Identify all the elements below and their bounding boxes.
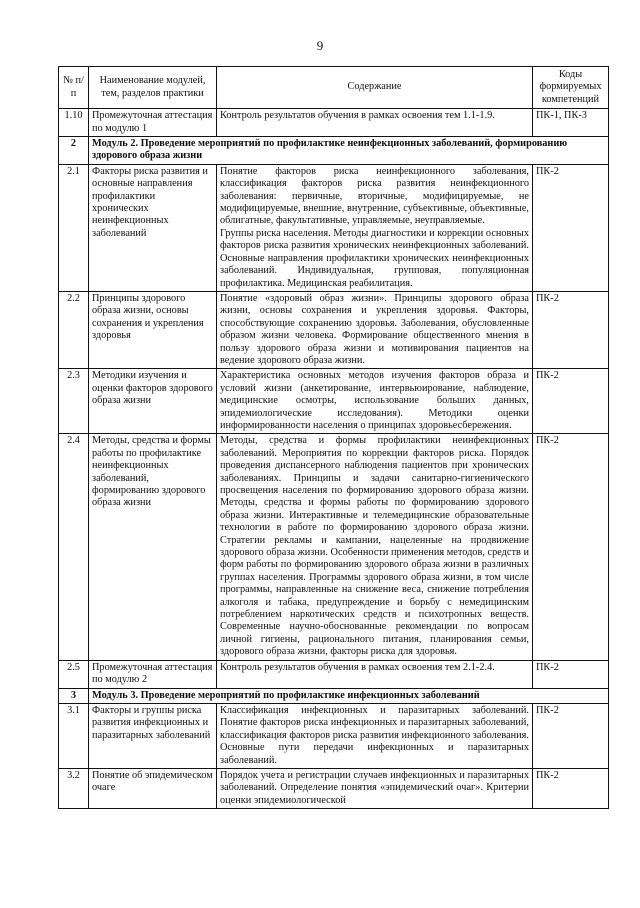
row-content: Контроль результатов обучения в рамках освоения тем 1.1-1.9. [217,109,533,137]
header-content: Содержание [217,67,533,109]
row-num: 2.1 [59,164,89,291]
row-name: Понятие об эпидемическом очаге [89,768,217,808]
header-num: № п/п [59,67,89,109]
header-codes: Коды формируемых компетенций [533,67,609,109]
table-row [59,660,609,688]
table-row [59,109,609,137]
content-paragraph: Понятие факторов риска неинфекционного заболевания, классификация факторов риска развития неинфекционного заболевания: первичные, вторичные, модифицируемые, не модифицируемые, внешние, внутренние, субъективные, объективные, облигатные, факультативные, управляемые, неуправляемые. [220,165,529,227]
row-code: ПК-2 [533,434,609,660]
row-code: ПК-2 [533,291,609,368]
table-row [59,703,609,768]
row-content: Характеристика основных методов изучения факторов образа и условий жизни (анкетирование, интервьюирование, наблюдение, медицинские осмотры, использование больших данных, эпидемиологические исследования). Методики оценки информированности населения о принципах здоровьесбережения. [217,369,533,434]
row-name: Промежуточная аттестация по модулю 1 [89,109,217,137]
row-name: Факторы риска развития и основные направления профилактики хронических неинфекционных заболеваний [89,164,217,291]
row-content: Контроль результатов обучения в рамках освоения тем 2.1-2.4. [217,660,533,688]
row-code: ПК-1, ПК-3 [533,109,609,137]
table-row [59,164,609,291]
module-num: 2 [59,137,89,165]
row-num: 2.3 [59,369,89,434]
row-code: ПК-2 [533,164,609,291]
row-code: ПК-2 [533,768,609,808]
row-content: Понятие «здоровый образ жизни». Принципы здорового образа жизни, основы сохранения и укрепления здоровья. Факторы, способствующие сохранению здоровья. Заболевания, обусловленные образом жизни человека. Формирование общественного мнения в пользу здорового образа жизни и мотивирования пациентов на ведение здорового образа жизни. [217,291,533,368]
row-name: Принципы здорового образа жизни, основы сохранения и укрепления здоровья [89,291,217,368]
table-header-row [59,67,609,109]
table-row [59,768,609,808]
content-paragraph: Группы риска населения. Методы диагностики и коррекции основных факторов риска развития хронических неинфекционных заболеваний. Основные направления профилактики хронических неинфекционных заболеваний. Индивидуальная, групповая, популяционная профилактика. Медицинская реабилитация. [220,227,529,289]
row-content: Методы, средства и формы профилактики неинфекционных заболеваний. Мероприятия по коррекции факторов риска. Порядок проведения диспансерного наблюдения пациентов при хронических заболеваниях. Принципы и задачи санитарно-гигиенического просвещения населения по формированию здорового образа жизни. Методы, средства и формы работы по формированию здорового образа жизни. Интерактивные и телемедицинские образовательные технологии в работе по формированию здорового образа жизни. Стратегии рекламы и кампании, нацеленные на продвижение здорового образа жизни. Особенности применения методов, средств и форм работы по формированию здорового образа жизни в различных группах населения. Программы здорового образа жизни, в том числе программы, направленные на снижение веса, снижение потребления алкоголя и табака, предупреждение и борьбу с немедицинским потреблением наркотических средств и психотропных веществ. Современные научно-обоснованные рекомендации по вопросам личной гигиены, рационального питания, планирования семьи, здорового образа жизни, факторы риска для здоровья. [217,434,533,660]
module-title: Модуль 3. Проведение мероприятий по профилактике инфекционных заболеваний [89,688,609,703]
header-name: Наименование модулей, тем, разделов практики [89,67,217,109]
row-name: Методы, средства и формы работы по профилактике неинфекционных заболеваний, формированию здорового образа жизни [89,434,217,660]
page-number: 9 [316,38,324,53]
module-row [59,137,609,165]
row-num: 2.4 [59,434,89,660]
row-num: 2.2 [59,291,89,368]
row-code: ПК-2 [533,369,609,434]
row-num: 3.1 [59,703,89,768]
row-content [217,164,533,291]
module-num: 3 [59,688,89,703]
table-row [59,291,609,368]
row-content: Классификация инфекционных и паразитарных заболеваний. Понятие факторов риска инфекционных и паразитарных заболеваний, классификация факторов риска развития инфекционного заболевания. Основные пути передачи инфекционных и паразитарных заболеваний. [217,703,533,768]
table-row [59,369,609,434]
row-num: 3.2 [59,768,89,808]
row-code: ПК-2 [533,660,609,688]
row-num: 2.5 [59,660,89,688]
row-name: Промежуточная аттестация по модулю 2 [89,660,217,688]
row-code: ПК-2 [533,703,609,768]
row-content: Порядок учета и регистрации случаев инфекционных и паразитарных заболеваний. Определение понятия «эпидемический очаг». Критерии оценки эпидемиологической [217,768,533,808]
row-name: Факторы и группы риска развития инфекционных и паразитарных заболеваний [89,703,217,768]
row-name: Методики изучения и оценки факторов здорового образа жизни [89,369,217,434]
curriculum-table [58,66,609,809]
module-row [59,688,609,703]
table-row [59,434,609,660]
module-title: Модуль 2. Проведение мероприятий по профилактике неинфекционных заболеваний, формированию здорового образа жизни [89,137,609,165]
row-num: 1.10 [59,109,89,137]
